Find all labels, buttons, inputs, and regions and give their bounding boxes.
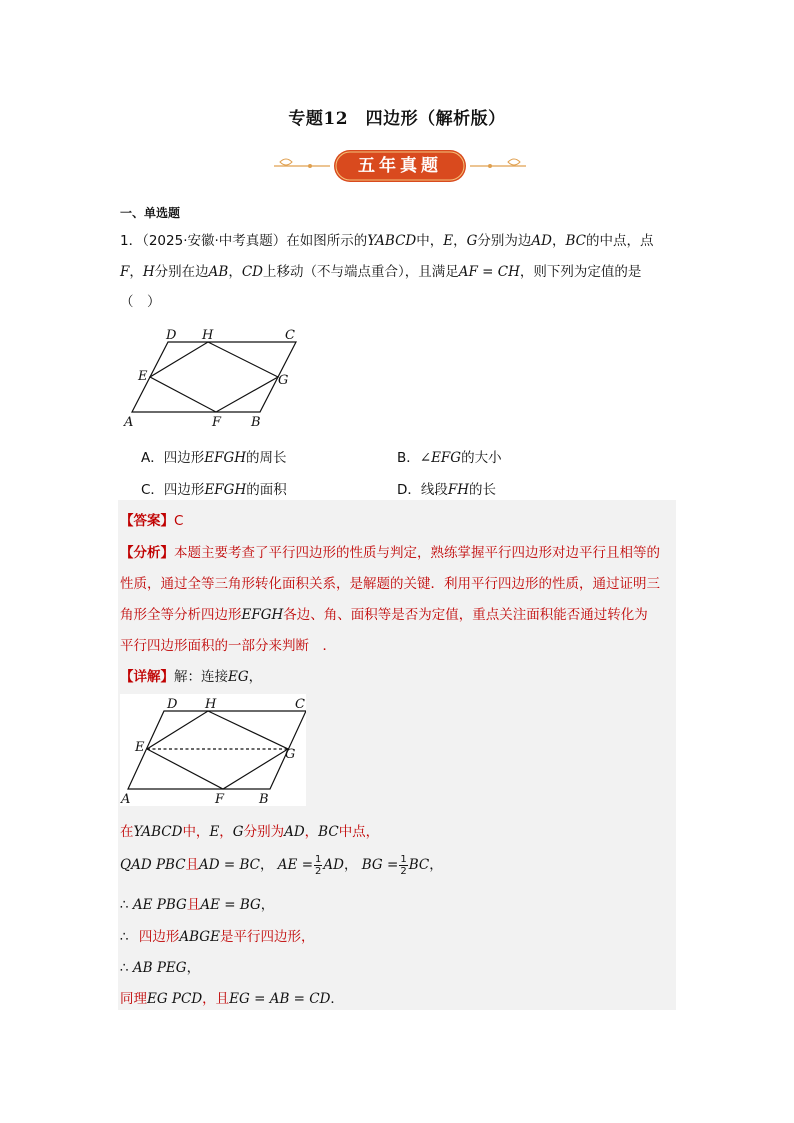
detail-var: BG = [361, 857, 399, 873]
detail-text: ， [248, 669, 263, 685]
analysis-text: 本题主要考查了平行四边形的性质与判定，熟练掌握平行四边形对边平行且相等的 [174, 545, 660, 561]
parallelogram-figure [120, 322, 310, 430]
detail-var: BC [318, 824, 339, 840]
analysis-line-3 [120, 603, 648, 623]
detail-step-1 [120, 820, 379, 840]
analysis-text: 各边、角、面积等是否为定值，重点关注面积能否通过转化为 [283, 607, 648, 623]
label-H: H [205, 697, 217, 712]
parallelogram-ABCD [128, 711, 306, 789]
page-title: 专题12 四边形（解析版） [288, 109, 506, 129]
detail-step-5 [120, 956, 200, 976]
detail-var: AB PEG [132, 960, 187, 976]
fraction-den: 2 [315, 865, 322, 877]
opt-var: ∠EFG [419, 450, 462, 466]
detail-var: AE PBG [132, 897, 187, 913]
therefore-icon: ∴ [120, 897, 129, 913]
section-heading: 一、单选题 [120, 206, 181, 220]
question-line-2 [120, 260, 641, 280]
q-var: E [443, 233, 454, 249]
q-text: ， [129, 264, 143, 280]
q-text: 上移动（不与端点重合），且满足 [262, 264, 459, 280]
label-C: C [295, 697, 305, 712]
detail-text: 且 [185, 857, 200, 873]
detail-text: 分别为 [243, 824, 285, 840]
opt-var: FH [447, 482, 470, 498]
detail-text: 中点， [338, 824, 380, 840]
q-var: YABCD [367, 233, 417, 249]
opt-text: B． [397, 450, 420, 466]
detail-step-3 [120, 893, 274, 913]
q-var: H [142, 264, 155, 280]
label-C: C [285, 328, 295, 343]
label-G: G [285, 747, 296, 762]
q-text: 分别在边 [154, 264, 209, 280]
analysis-line-4: 平行四边形面积的一部分来判断 ． [120, 638, 336, 654]
answer-line [120, 509, 183, 529]
opt-var: EFGH [204, 450, 247, 466]
analysis-text: 角形全等分析四边形 [120, 607, 242, 623]
therefore-icon: ∴ [120, 960, 129, 976]
label-D: D [167, 697, 178, 712]
detail-text: ，且 [202, 991, 230, 1007]
q-text: ， [228, 264, 242, 280]
detail-var: AE = BG [200, 897, 261, 913]
opt-text: D．线段 [397, 482, 448, 498]
detail-step-6 [120, 987, 344, 1007]
detail-var: EG PCD [147, 991, 203, 1007]
q-var: AF = CH [458, 264, 520, 280]
therefore-icon: ∴ [120, 929, 129, 945]
option-a[interactable] [141, 446, 287, 466]
option-b[interactable] [397, 446, 502, 466]
label-F: F [215, 792, 225, 806]
label-F: F [212, 415, 222, 430]
detail-tag: 【详解】 [120, 669, 174, 685]
detail-text: 解：连接 [174, 669, 228, 685]
detail-text: ， [260, 897, 275, 913]
q-var: CD [241, 264, 263, 280]
q-var: G [466, 233, 478, 249]
detail-text: 在 [120, 824, 134, 840]
opt-text: 的周长 [246, 450, 287, 466]
opt-text: C．四边形 [141, 482, 205, 498]
label-E: E [135, 740, 145, 755]
fraction-half [399, 854, 407, 877]
detail-var: AD [284, 824, 305, 840]
label-B: B [259, 792, 269, 806]
detail-text: 四边形 [138, 929, 180, 945]
option-d[interactable] [397, 478, 496, 498]
opt-text: 的面积 [246, 482, 287, 498]
detail-text: ， [186, 960, 201, 976]
quadrilateral-EFGH [147, 711, 288, 789]
quadrilateral-EFGH [150, 342, 278, 412]
analysis-line-1 [120, 541, 660, 561]
opt-text: A．四边形 [141, 450, 205, 466]
detail-step-4 [120, 925, 314, 945]
q-var: BC [565, 233, 586, 249]
q-var: AB [208, 264, 229, 280]
label-D: D [166, 328, 177, 343]
label-H: H [202, 328, 214, 343]
option-c[interactable] [141, 478, 287, 498]
opt-var: EFGH [204, 482, 247, 498]
analysis-var: EFGH [241, 607, 284, 623]
answer-value: C [174, 513, 184, 529]
detail-var: AE = [277, 857, 314, 873]
detail-intro [120, 665, 262, 685]
detail-var: EG [228, 669, 249, 685]
detail-text: ， [429, 857, 443, 873]
opt-text: 的长 [469, 482, 497, 498]
analysis-line-2: 性质，通过全等三角形转化面积关系，是解题的关键．利用平行四边形的性质，通过证明三 [120, 576, 660, 592]
fraction-den: 2 [400, 865, 407, 877]
detail-var: BC [408, 857, 430, 873]
q-text: ， [453, 233, 467, 249]
detail-var: Q [120, 857, 132, 873]
detail-var: AD [323, 857, 344, 873]
label-G: G [278, 373, 289, 388]
label-B: B [251, 415, 261, 430]
q-var: F [120, 264, 130, 280]
detail-var: AD PBC [131, 857, 186, 873]
parallelogram-figure-2 [120, 694, 306, 806]
q-text: 的中点，点 [585, 233, 654, 249]
detail-var: YABCD [133, 824, 183, 840]
q-text: 分别为边 [477, 233, 532, 249]
fraction-num: 1 [400, 853, 407, 865]
opt-text: 的大小 [461, 450, 502, 466]
detail-var: ABGE [179, 929, 220, 945]
detail-var: EG = AB = CD [229, 991, 331, 1007]
fraction-num: 1 [315, 853, 322, 865]
q-text: 中， [416, 233, 444, 249]
q-text: ， [551, 233, 566, 249]
question-line-1 [120, 229, 653, 249]
detail-text: 是平行四边形， [219, 929, 315, 945]
detail-text: 且 [186, 897, 201, 913]
detail-var: E [209, 824, 220, 840]
detail-text: ， [343, 857, 358, 873]
detail-text: ． [330, 991, 344, 1007]
detail-text: ， [304, 824, 319, 840]
analysis-tag: 【分析】 [120, 545, 174, 561]
banner-label: 五年真题 [358, 156, 442, 176]
q-var: AD [531, 233, 552, 249]
section-banner [270, 148, 530, 184]
detail-text: 中， [182, 824, 210, 840]
parallelogram-ABCD [132, 342, 296, 412]
detail-text: 同理 [120, 991, 147, 1007]
q-text: 1．（2025·安徽·中考真题）在如图所示的 [120, 233, 368, 249]
label-A: A [124, 415, 134, 430]
detail-var: AD = BC [199, 857, 260, 873]
fraction-half [314, 854, 322, 877]
detail-step-2 [120, 853, 443, 877]
detail-text: ， [219, 824, 233, 840]
question-line-3: （ ） [120, 294, 161, 310]
detail-var: G [232, 824, 244, 840]
label-A: A [121, 792, 131, 806]
label-E: E [138, 369, 148, 384]
q-text: ，则下列为定值的是 [519, 264, 642, 280]
answer-tag: 【答案】 [120, 513, 174, 529]
detail-text: ， [260, 857, 274, 873]
